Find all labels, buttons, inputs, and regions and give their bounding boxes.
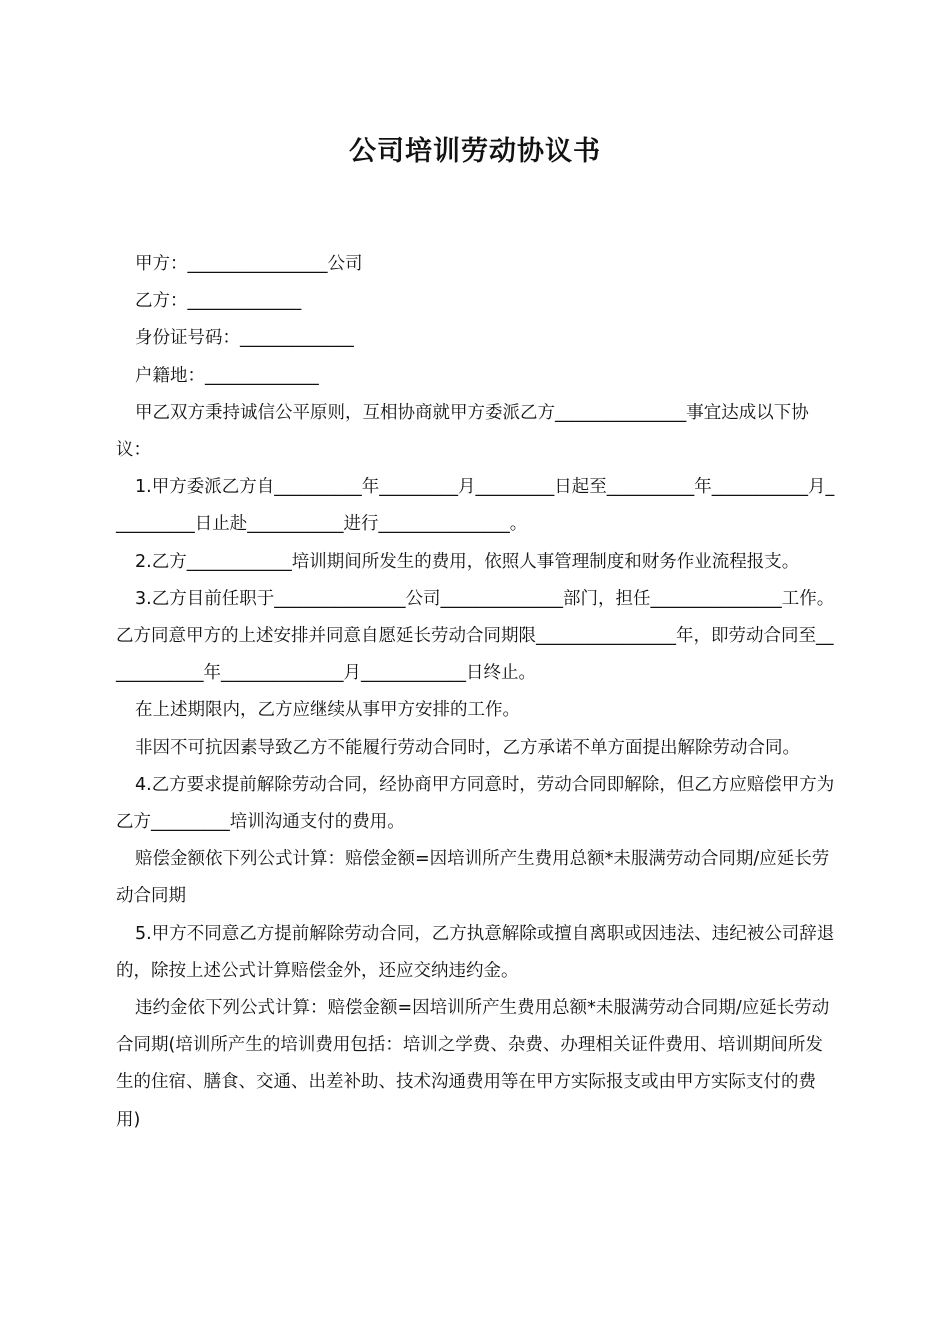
- clause-2-paragraph: 2.乙方____________培训期间所发生的费用，依照人事管理制度和财务作业流程报支。: [135, 551, 800, 572]
- agreement-intro-paragraph: 甲乙双方秉持诚信公平原则，互相协商就甲方委派乙方_______________事宜达成以下协议：: [116, 402, 809, 461]
- clause-3-paragraph: 3.乙方目前任职于_______________公司______________部门，担任_______________工作。乙方同意甲方的上述安排并同意自愿延长劳动合同期限________________年，即劳动合同至____________年______________月____________日终止。: [116, 588, 835, 684]
- party-b-line: 乙方：_____________: [135, 291, 302, 312]
- clause-1-paragraph: 1.甲方委派乙方自__________年_________月_________日起至__________年___________月__________日止赴___________进行_______________。: [116, 477, 835, 535]
- work-period-paragraph: 在上述期限内，乙方应继续从事甲方安排的工作。: [135, 700, 520, 721]
- document-title: 公司培训劳动协议书: [349, 136, 601, 167]
- id-number-line: 身份证号码：_____________: [135, 328, 354, 349]
- compensation-formula-paragraph: 赔偿金额依下列公式计算：赔偿金额=因培训所产生费用总额*未服满劳动合同期/应延长劳动合同期: [116, 849, 830, 907]
- household-registration-line: 户籍地：_____________: [135, 365, 319, 386]
- penalty-formula-paragraph: 违约金依下列公式计算：赔偿金额=因培训所产生费用总额*未服满劳动合同期/应延长劳动合同期(培训所产生的培训费用包括：培训之学费、杂费、办理相关证件费用、培训期间所发生的住宿、膳食、交通、出差补助、技术沟通费用等在甲方实际报支或由甲方实际支付的费用): [116, 998, 830, 1130]
- clause-5-paragraph: 5.甲方不同意乙方提前解除劳动合同，乙方执意解除或擅自离职或因违法、违纪被公司辞退的，除按上述公式计算赔偿金外，还应交纳违约金。: [116, 923, 835, 981]
- party-a-line: 甲方：________________公司: [135, 254, 363, 274]
- clause-4-paragraph: 4.乙方要求提前解除劳动合同，经协商甲方同意时，劳动合同即解除，但乙方应赔偿甲方为乙方_________培训沟通支付的费用。: [116, 774, 835, 833]
- document-body: [116, 246, 835, 1139]
- no-termination-paragraph: 非因不可抗因素导致乙方不能履行劳动合同时，乙方承诺不单方面提出解除劳动合同。: [135, 737, 800, 758]
